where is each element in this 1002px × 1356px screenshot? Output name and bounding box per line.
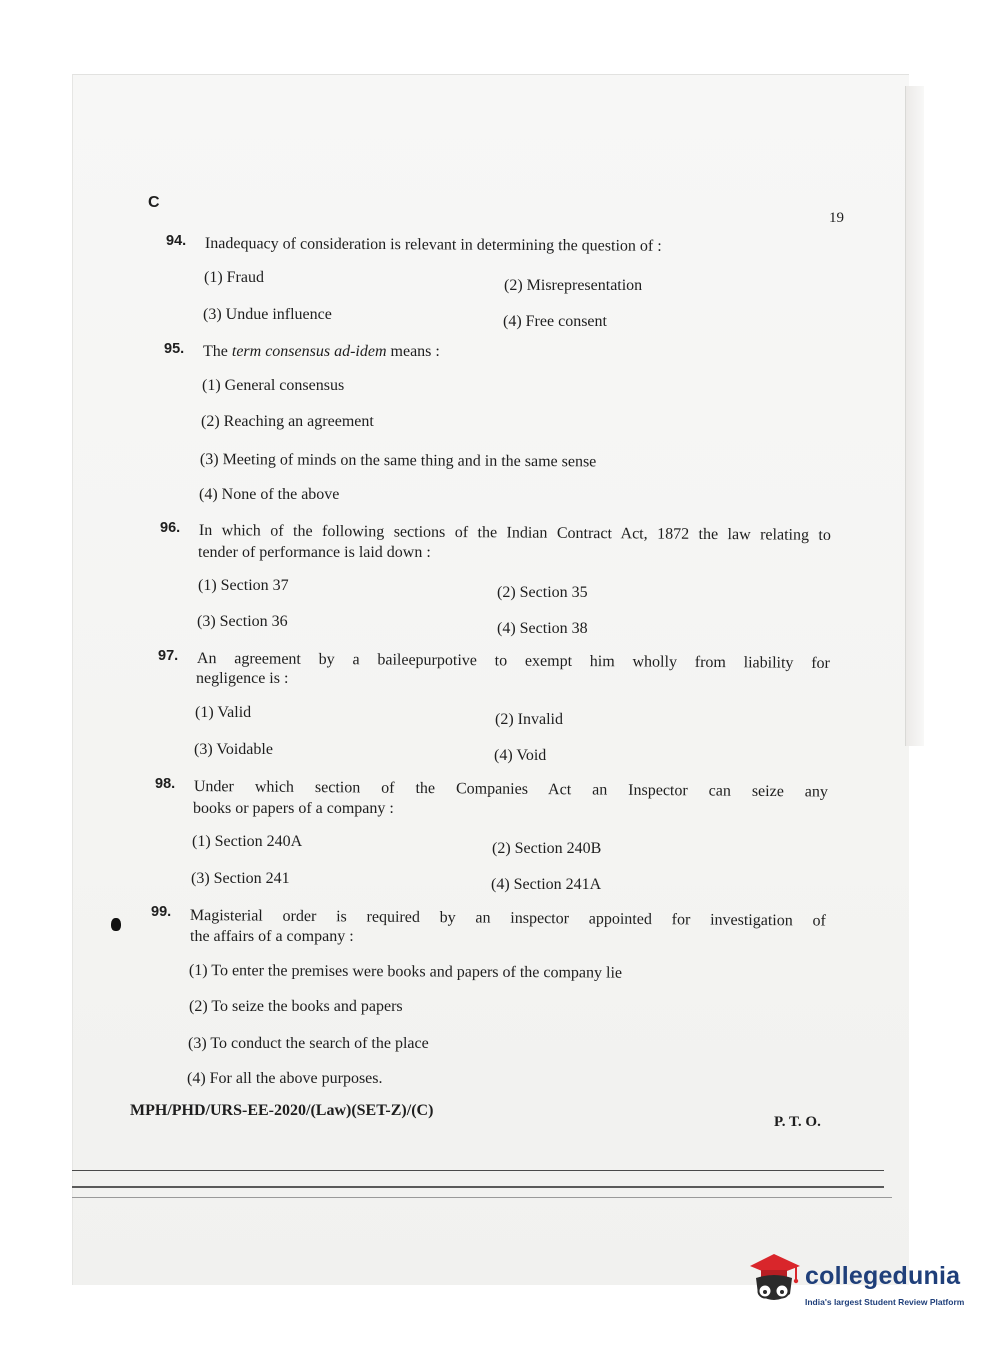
option: (3) Section 36 — [197, 613, 288, 630]
option: (3) Voidable — [194, 741, 273, 758]
option: (4) Void — [494, 747, 547, 764]
option: (1) Section 240A — [192, 833, 303, 850]
page-edge-shadow — [905, 86, 924, 746]
question-text-continued: the affairs of a company : — [190, 928, 354, 945]
set-letter: C — [148, 194, 160, 211]
option: (3) To conduct the search of the place — [188, 1035, 429, 1052]
please-turn-over: P. T. O. — [774, 1114, 821, 1130]
option: (2) Misrepresentation — [504, 277, 643, 294]
question-text: Magisterial order is required by an inspector appointed for investigation of — [189, 906, 826, 930]
question-text-continued: books or papers of a company : — [193, 800, 394, 817]
option: (2) To seize the books and papers — [189, 998, 403, 1015]
option: (4) Free consent — [503, 313, 607, 330]
question-number: 95. — [164, 341, 185, 357]
question-number: 97. — [158, 648, 179, 664]
question-text-continued: negligence is : — [196, 670, 289, 687]
question-text: An agreement by a baileepurpotive to exempt him wholly from liability for — [196, 649, 830, 672]
option: (2) Section 240B — [492, 840, 602, 857]
option: (3) Meeting of minds on the same thing and in the same sense — [199, 451, 597, 471]
option: (2) Invalid — [495, 711, 563, 728]
divider — [72, 1197, 892, 1198]
brand-tagline: India's largest Student Review Platform — [805, 1297, 965, 1307]
question-number: 94. — [166, 233, 187, 249]
option: (4) None of the above — [199, 486, 340, 503]
paper-code: MPH/PHD/URS-EE-2020/(Law)(SET-Z)/(C) — [130, 1102, 434, 1119]
option: (3) Section 241 — [191, 870, 290, 887]
question-text: Under which section of the Companies Act an Inspector can seize any — [193, 777, 828, 801]
page-number: 19 — [829, 210, 844, 226]
question-text: In which of the following sections of the Indian Contract Act, 1872 the law relating to — [198, 521, 831, 544]
divider — [72, 1170, 884, 1171]
mascot-logo-icon — [744, 1250, 804, 1310]
question-number: 96. — [160, 520, 181, 536]
question-text-continued: tender of performance is laid down : — [198, 544, 431, 561]
question-number: 99. — [151, 904, 172, 920]
option: (1) To enter the premises were books and papers of the company lie — [188, 962, 623, 982]
question-number: 98. — [155, 776, 176, 792]
option: (1) Valid — [195, 704, 252, 721]
option: (1) General consensus — [202, 377, 345, 394]
question-text: The term consensus ad-idem means : — [203, 343, 440, 360]
option: (3) Undue influence — [203, 306, 332, 323]
scan-ink-mark — [111, 918, 121, 931]
option: (4) For all the above purposes. — [187, 1070, 383, 1087]
option: (1) Section 37 — [198, 577, 289, 594]
divider — [72, 1186, 884, 1188]
option: (1) Fraud — [204, 269, 264, 286]
brand-name: collegedunia — [805, 1262, 961, 1290]
option: (4) Section 38 — [497, 620, 588, 637]
option: (2) Reaching an agreement — [201, 413, 374, 430]
question-text: Inadequacy of consideration is relevant in determining the question of : — [204, 234, 662, 255]
option: (4) Section 241A — [491, 876, 602, 893]
option: (2) Section 35 — [497, 584, 588, 601]
